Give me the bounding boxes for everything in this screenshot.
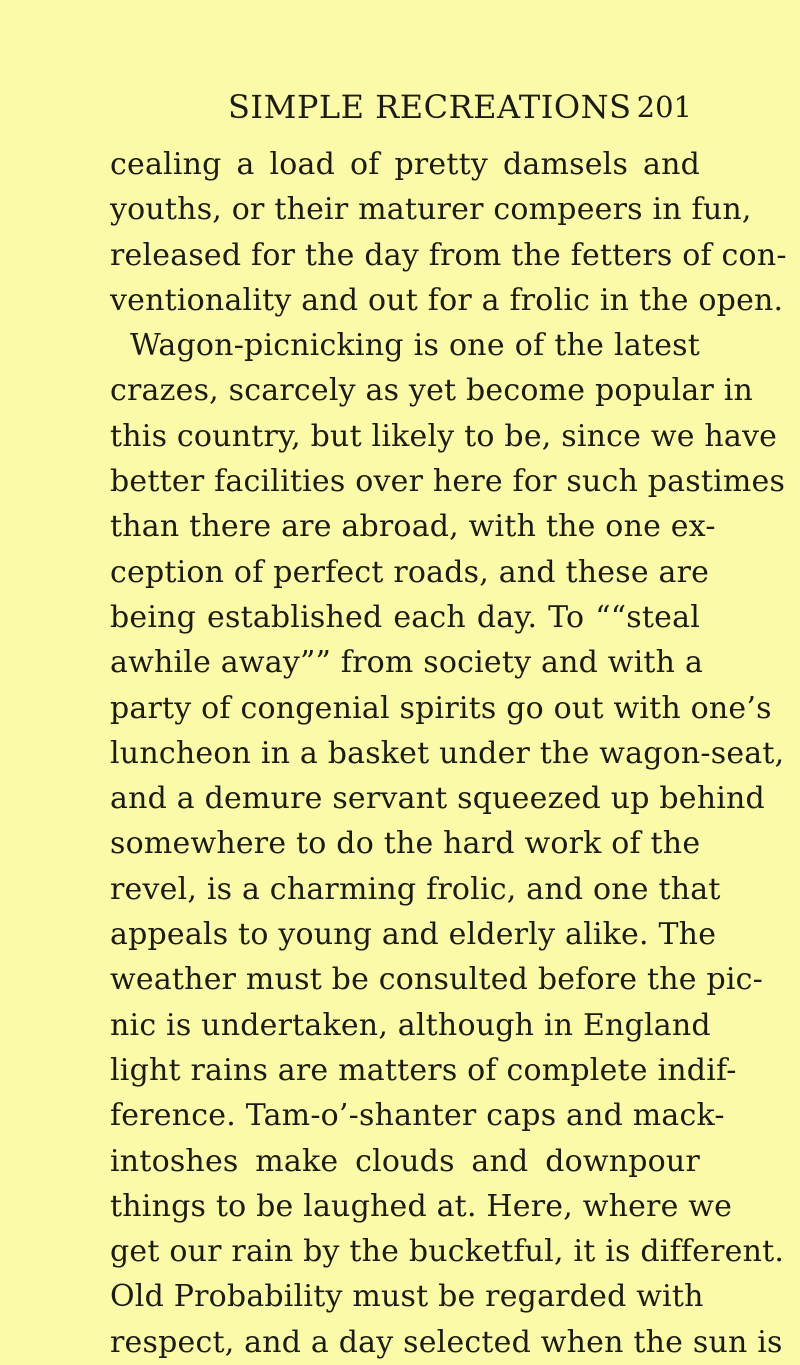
- text-line: ference. Tam-o’-shanter caps and mack-: [110, 1098, 725, 1134]
- text-line: Old Probability must be regarded with: [110, 1279, 704, 1315]
- text-line: this country, but likely to be, since we have: [110, 418, 778, 454]
- text-line: light rains are matters of complete indif-: [110, 1052, 737, 1088]
- running-head: [0, 88, 800, 128]
- text-line: crazes, scarcely as yet become popular in: [110, 373, 754, 409]
- text-line: respect, and a day selected when the sun is: [110, 1324, 783, 1360]
- paragraph-start-line: Wagon-picnicking is one of the latest: [130, 328, 700, 364]
- text-line: appeals to young and elderly alike. The: [110, 917, 717, 953]
- text-line: intoshes make clouds and downpour: [110, 1143, 700, 1179]
- text-line: being established each day. To ““steal: [110, 599, 700, 635]
- text-line: ception of perfect roads, and these are: [110, 554, 710, 590]
- text-line: get our rain by the bucketful, it is different.: [110, 1234, 785, 1270]
- text-line: and a demure servant squeezed up behind: [110, 781, 765, 817]
- text-line: nic is undertaken, although in England: [110, 1007, 711, 1043]
- text-line: cealing a load of pretty damsels and: [110, 147, 700, 182]
- text-line: released for the day from the fetters of con-: [110, 237, 787, 273]
- text-line: ventionality and out for a frolic in the open.: [110, 282, 784, 318]
- running-title: SIMPLE RECREATIONS: [228, 88, 632, 126]
- text-line: awhile away”” from society and with a: [110, 645, 704, 681]
- text-line: than there are abroad, with the one ex-: [110, 509, 716, 545]
- text-line: youths, or their maturer compeers in fun,: [110, 192, 752, 228]
- text-line: luncheon in a basket under the wagon-seat,: [110, 735, 785, 771]
- text-line: somewhere to do the hard work of the: [110, 826, 701, 862]
- text-line: party of congenial spirits go out with one’s: [110, 690, 772, 726]
- text-line: better facilities over here for such pastimes: [110, 464, 786, 500]
- page-number: 201: [636, 90, 692, 124]
- body-text: [110, 142, 787, 1365]
- text-line: weather must be consulted before the pic-: [110, 962, 763, 998]
- text-line: things to be laughed at. Here, where we: [110, 1188, 733, 1224]
- text-line: revel, is a charming frolic, and one that: [110, 871, 721, 907]
